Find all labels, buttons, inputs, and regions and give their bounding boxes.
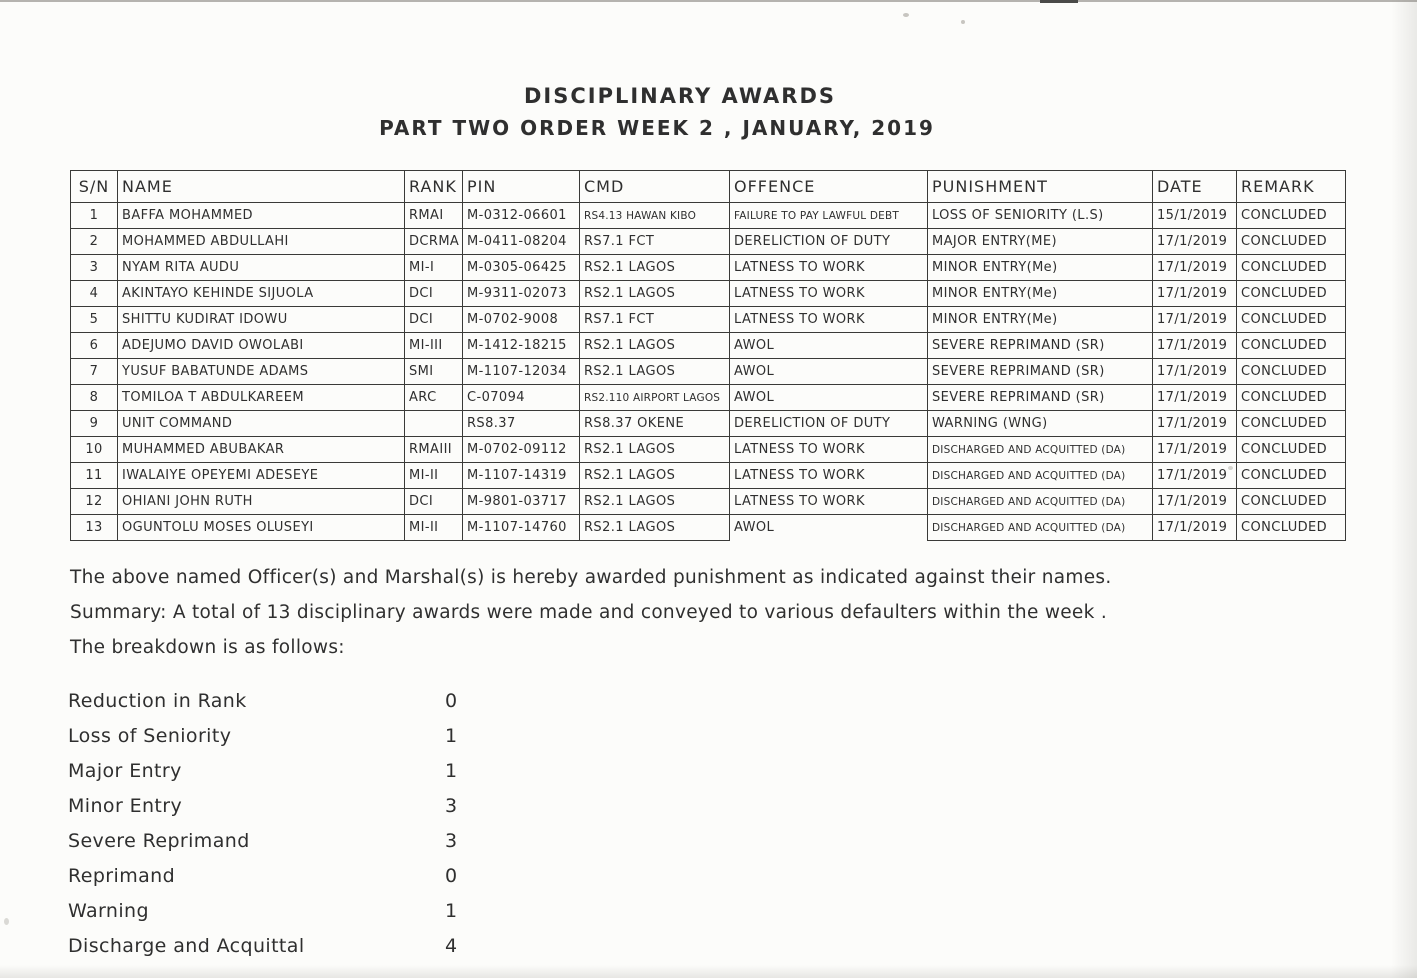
table-cell: DERELICTION OF DUTY: [730, 229, 928, 255]
table-cell: MINOR ENTRY(Me): [928, 281, 1153, 307]
table-cell: MI-I: [405, 255, 463, 281]
table-row: [71, 307, 1346, 333]
table-cell: 17/1/2019: [1153, 385, 1237, 411]
table-row: [71, 463, 1346, 489]
table-cell: 17/1/2019: [1153, 307, 1237, 333]
scan-speck: [4, 918, 9, 925]
table-cell: M-1107-14319: [463, 463, 580, 489]
column-header-punishment: PUNISHMENT: [928, 171, 1153, 203]
table-cell: 8: [71, 385, 118, 411]
table-cell: CONCLUDED: [1237, 229, 1346, 255]
table-cell: OGUNTOLU MOSES OLUSEYI: [118, 515, 405, 541]
table-body: [71, 203, 1346, 541]
column-header-offence: OFFENCE: [730, 171, 928, 203]
table-cell: 17/1/2019: [1153, 229, 1237, 255]
table-cell: IWALAIYE OPEYEMI ADESEYE: [118, 463, 405, 489]
table-row: [71, 333, 1346, 359]
table-cell: DCI: [405, 281, 463, 307]
note-line: The breakdown is as follows:: [70, 637, 345, 658]
table-cell: 2: [71, 229, 118, 255]
table-cell: DERELICTION OF DUTY: [730, 411, 928, 437]
column-header-sn: S/N: [71, 171, 118, 203]
table-cell: MINOR ENTRY(Me): [928, 307, 1153, 333]
breakdown-label: Discharge and Acquittal: [68, 935, 305, 957]
table-cell: RS2.1 LAGOS: [580, 515, 730, 541]
table-cell: 17/1/2019: [1153, 463, 1237, 489]
note-line: Summary: A total of 13 disciplinary awards were made and conveyed to various defaulters within the week .: [70, 602, 1107, 623]
table-cell: AWOL: [730, 385, 928, 411]
table-cell: MINOR ENTRY(Me): [928, 255, 1153, 281]
breakdown-value: 1: [445, 725, 458, 747]
table-cell: AWOL: [730, 359, 928, 385]
table-cell: LATNESS TO WORK: [730, 255, 928, 281]
table-cell: SHITTU KUDIRAT IDOWU: [118, 307, 405, 333]
table-cell: RS8.37 OKENE: [580, 411, 730, 437]
table-cell: M-0702-09112: [463, 437, 580, 463]
table-cell: 17/1/2019: [1153, 437, 1237, 463]
column-header-name: NAME: [118, 171, 405, 203]
table-cell: M-0312-06601: [463, 203, 580, 229]
scan-right-shadow: [1391, 0, 1417, 978]
table-cell: MI-III: [405, 333, 463, 359]
table-cell: RMAI: [405, 203, 463, 229]
table-cell: 17/1/2019: [1153, 333, 1237, 359]
breakdown-list: [68, 690, 668, 970]
table-cell: RS8.37: [463, 411, 580, 437]
column-header-remark: REMARK: [1237, 171, 1346, 203]
table-cell: 11: [71, 463, 118, 489]
table-cell: CONCLUDED: [1237, 203, 1346, 229]
table-cell: M-1412-18215: [463, 333, 580, 359]
table-row: [71, 359, 1346, 385]
table-cell: 17/1/2019: [1153, 255, 1237, 281]
table-cell: RS2.1 LAGOS: [580, 281, 730, 307]
table-cell: TOMILOA T ABDULKAREEM: [118, 385, 405, 411]
breakdown-label: Minor Entry: [68, 795, 183, 817]
table-cell: ADEJUMO DAVID OWOLABI: [118, 333, 405, 359]
table-cell: CONCLUDED: [1237, 281, 1346, 307]
breakdown-label: Severe Reprimand: [68, 830, 250, 852]
table-cell: MOHAMMED ABDULLAHI: [118, 229, 405, 255]
table-cell: DISCHARGED AND ACQUITTED (DA): [928, 463, 1153, 489]
table-row: [71, 255, 1346, 281]
table-cell: 15/1/2019: [1153, 203, 1237, 229]
table-cell: DISCHARGED AND ACQUITTED (DA): [928, 515, 1153, 541]
table-cell: 9: [71, 411, 118, 437]
table-cell: M-1107-12034: [463, 359, 580, 385]
table-cell: M-9311-02073: [463, 281, 580, 307]
table-row: [71, 385, 1346, 411]
breakdown-value: 4: [445, 935, 458, 957]
table-cell: LOSS OF SENIORITY (L.S): [928, 203, 1153, 229]
table-cell: MUHAMMED ABUBAKAR: [118, 437, 405, 463]
table-cell: MI-II: [405, 515, 463, 541]
table-cell: CONCLUDED: [1237, 411, 1346, 437]
note-line: The above named Officer(s) and Marshal(s) is hereby awarded punishment as indicated against their names.: [70, 567, 1112, 588]
table-cell: RS2.1 LAGOS: [580, 333, 730, 359]
table-cell: 7: [71, 359, 118, 385]
table-cell: CONCLUDED: [1237, 437, 1346, 463]
table-cell: RS7.1 FCT: [580, 307, 730, 333]
table-cell: LATNESS TO WORK: [730, 281, 928, 307]
table-cell: M-0702-9008: [463, 307, 580, 333]
table-cell: 10: [71, 437, 118, 463]
table-cell: CONCLUDED: [1237, 333, 1346, 359]
table-cell: 3: [71, 255, 118, 281]
table-cell: LATNESS TO WORK: [730, 307, 928, 333]
column-header-pin: PIN: [463, 171, 580, 203]
table-cell: CONCLUDED: [1237, 307, 1346, 333]
table-cell: DCI: [405, 489, 463, 515]
table-cell: RMAIII: [405, 437, 463, 463]
breakdown-value: 3: [445, 830, 458, 852]
table-cell: OHIANI JOHN RUTH: [118, 489, 405, 515]
table-cell: AWOL: [730, 333, 928, 359]
table-cell: RS2.1 LAGOS: [580, 255, 730, 281]
breakdown-label: Major Entry: [68, 760, 182, 782]
table-row: [71, 411, 1346, 437]
table-cell: RS2.110 AIRPORT LAGOS: [580, 385, 730, 411]
table-row: [71, 515, 1346, 541]
table-cell: 17/1/2019: [1153, 411, 1237, 437]
table-cell: SEVERE REPRIMAND (SR): [928, 385, 1153, 411]
table-cell: RS2.1 LAGOS: [580, 489, 730, 515]
table-cell: SEVERE REPRIMAND (SR): [928, 333, 1153, 359]
table-cell: 17/1/2019: [1153, 281, 1237, 307]
table-cell: LATNESS TO WORK: [730, 489, 928, 515]
table-cell: CONCLUDED: [1237, 385, 1346, 411]
breakdown-label: Warning: [68, 900, 149, 922]
table-cell: 17/1/2019: [1153, 515, 1237, 541]
scan-edge-line: [0, 0, 1417, 2]
table-cell: RS2.1 LAGOS: [580, 359, 730, 385]
table-cell: 4: [71, 281, 118, 307]
table-cell: FAILURE TO PAY LAWFUL DEBT: [730, 203, 928, 229]
table-cell: SMI: [405, 359, 463, 385]
table-cell: MI-II: [405, 463, 463, 489]
table-cell: CONCLUDED: [1237, 489, 1346, 515]
scan-speck: [903, 13, 909, 17]
table-cell: DISCHARGED AND ACQUITTED (DA): [928, 437, 1153, 463]
table-cell: 12: [71, 489, 118, 515]
table-cell: DISCHARGED AND ACQUITTED (DA): [928, 489, 1153, 515]
table-cell: WARNING (WNG): [928, 411, 1153, 437]
table-cell: NYAM RITA AUDU: [118, 255, 405, 281]
breakdown-value: 0: [445, 690, 458, 712]
breakdown-label: Loss of Seniority: [68, 725, 232, 747]
breakdown-item: [68, 760, 668, 795]
table-cell: C-07094: [463, 385, 580, 411]
table-cell: ARC: [405, 385, 463, 411]
column-header-cmd: CMD: [580, 171, 730, 203]
breakdown-value: 0: [445, 865, 458, 887]
breakdown-item: [68, 935, 668, 970]
table-row: [71, 437, 1346, 463]
breakdown-label: Reprimand: [68, 865, 176, 887]
disciplinary-awards-table: [70, 170, 1346, 541]
breakdown-item: [68, 690, 668, 725]
table-cell: M-9801-03717: [463, 489, 580, 515]
table-cell: RS2.1 LAGOS: [580, 437, 730, 463]
document-title: DISCIPLINARY AWARDS: [523, 84, 837, 108]
table-cell: DCI: [405, 307, 463, 333]
table-cell: SEVERE REPRIMAND (SR): [928, 359, 1153, 385]
table-row: [71, 281, 1346, 307]
column-header-rank: RANK: [405, 171, 463, 203]
breakdown-item: [68, 900, 668, 935]
table-cell: YUSUF BABATUNDE ADAMS: [118, 359, 405, 385]
table-cell: RS4.13 HAWAN KIBO: [580, 203, 730, 229]
scan-speck: [961, 20, 965, 24]
table-cell: AKINTAYO KEHINDE SIJUOLA: [118, 281, 405, 307]
table-cell: 17/1/2019: [1153, 489, 1237, 515]
breakdown-value: 1: [445, 760, 458, 782]
table-cell: AWOL: [730, 515, 928, 541]
table-cell: M-1107-14760: [463, 515, 580, 541]
breakdown-item: [68, 830, 668, 865]
table-cell: [405, 411, 463, 437]
table-cell: DCRMA: [405, 229, 463, 255]
document-subtitle: PART TWO ORDER WEEK 2 , JANUARY, 2019: [379, 116, 935, 140]
breakdown-item: [68, 865, 668, 900]
table-cell: LATNESS TO WORK: [730, 437, 928, 463]
table-cell: 17/1/2019: [1153, 359, 1237, 385]
table-header-row: [71, 171, 1346, 203]
table-cell: 13: [71, 515, 118, 541]
table-cell: CONCLUDED: [1237, 359, 1346, 385]
table-cell: M-0305-06425: [463, 255, 580, 281]
table-cell: RS2.1 LAGOS: [580, 463, 730, 489]
table-cell: BAFFA MOHAMMED: [118, 203, 405, 229]
table-cell: M-0411-08204: [463, 229, 580, 255]
table-row: [71, 203, 1346, 229]
table-cell: CONCLUDED: [1237, 463, 1346, 489]
breakdown-value: 1: [445, 900, 458, 922]
table-cell: 1: [71, 203, 118, 229]
summary-notes: [70, 560, 1360, 665]
table-row: [71, 489, 1346, 515]
table-cell: CONCLUDED: [1237, 255, 1346, 281]
table-cell: 5: [71, 307, 118, 333]
scan-edge-mark: [1040, 0, 1078, 3]
table-cell: 6: [71, 333, 118, 359]
table-cell: MAJOR ENTRY(ME): [928, 229, 1153, 255]
table-row: [71, 229, 1346, 255]
breakdown-item: [68, 725, 668, 760]
table-cell: UNIT COMMAND: [118, 411, 405, 437]
breakdown-value: 3: [445, 795, 458, 817]
breakdown-item: [68, 795, 668, 830]
table-cell: RS7.1 FCT: [580, 229, 730, 255]
column-header-date: DATE: [1153, 171, 1237, 203]
breakdown-label: Reduction in Rank: [68, 690, 247, 712]
table-cell: LATNESS TO WORK: [730, 463, 928, 489]
table-cell: CONCLUDED: [1237, 515, 1346, 541]
